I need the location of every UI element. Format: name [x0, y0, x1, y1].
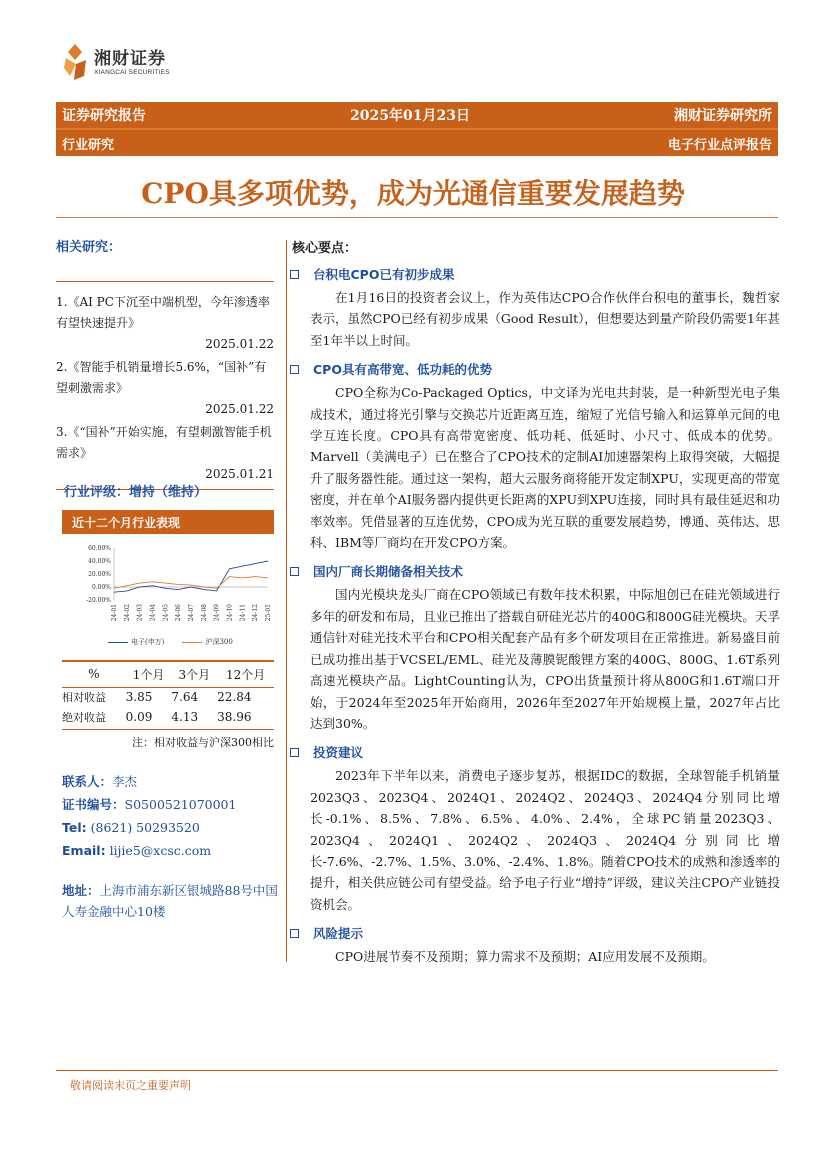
sidebar [56, 236, 274, 490]
x-tick-label: 24-02 [123, 604, 131, 622]
section-heading: 投资建议 [290, 743, 780, 761]
footer-disclaimer: 敬请阅读末页之重要声明 [56, 1070, 778, 1093]
table-cell: 38.96 [217, 710, 252, 724]
x-tick-label: 24-07 [188, 604, 195, 622]
header-band-bottom [56, 130, 778, 156]
x-tick-label: 24-12 [252, 604, 260, 622]
table-cell: 3.85 [125, 690, 153, 705]
cert-number: S0500521070001 [124, 797, 237, 812]
email-label: Email: [62, 843, 106, 858]
x-tick-label: 24-03 [136, 604, 144, 622]
table-header: % [62, 661, 126, 687]
table-header: 1个月 [126, 661, 172, 687]
table-cell: 22.84 [217, 690, 252, 705]
email-link[interactable]: lijie5@xcsc.com [109, 843, 212, 858]
report-type: 证券研究报告 [62, 108, 146, 124]
section-body: 国内光模块龙头厂商在CPO领域已有数年技术积累，中际旭创已在硅光领域进行多年的研发和布局，且业已推出了搭载自研硅光芯片的400G和800G硅光模块。天孚通信针对硅光技术平台和CPO相关配套产品有多个研发项目在正常推进。新易盛目前已成功推出基于VCSEL/EML、硅光及薄膜铌酸锂方案的400G、800G、1.6T系列高速光模块产品。LightCounting认为，CPO出货量预计将从800G和1.6T端口开始，于2024年至2025年开始商用，2026年至2027年开始规模上量，2027年占比达到30%。 [310, 587, 780, 731]
section-heading: 台积电CPO已有初步成果 [290, 265, 780, 283]
title-rule [56, 217, 778, 218]
related-item[interactable]: 1.《AI PC下沉至中端机型，今年渗透率有望快速提升》 2025.01.22 [56, 295, 274, 351]
table-header: 12个月 [217, 661, 274, 687]
y-tick-label: 20.00% [88, 571, 111, 578]
tel-value: (8621) 50293520 [90, 820, 200, 835]
analyst-label: 联系人： [62, 774, 113, 789]
report-subcategory: 电子行业点评报告 [667, 137, 772, 153]
performance-title: 近十二个月行业表现 [62, 510, 274, 534]
table-header: 3个月 [171, 661, 217, 687]
legend-item-electronics: 电子(申万) [108, 637, 164, 647]
x-tick-label: 24-10 [226, 604, 234, 622]
table-cell: 4.13 [171, 710, 199, 724]
section-body: 2023年下半年以来，消费电子逐步复苏，根据IDC的数据，全球智能手机销量2023Q3、2023Q4、2024Q1、2024Q2、2024Q3、2024Q4分别同比增长-0.1%、8.5%、7.8%、6.5%、4.0%、2.4%，全球PC销量2023Q3、2023Q4、2024Q1、2024Q2、2024Q3、2024Q4分别同比增长-7.6%、-2.7%、1.5%、3.0%、-2.4%、1.8%。随着CPO技术的成熟和渗透率的提升，相关供应链公司有望受益。给予电子行业“增持”评级，建议关注CPO产业链投资机会。 [310, 768, 780, 912]
report-date: 2025年01月23日 [350, 108, 470, 124]
address-value: 上海市浦东新区银城路88号中国人寿金融中心10楼 [62, 883, 278, 919]
table-header-row [62, 661, 274, 687]
page-title: CPO具多项优势，成为光通信重要发展趋势 [141, 177, 685, 210]
address-label: 地址： [62, 883, 100, 898]
section-body: CPO进展节奏不及预期；算力需求不及预期；AI应用发展不及预期。 [335, 949, 715, 965]
x-tick-label: 24-01 [111, 604, 118, 622]
analyst-name: 李杰 [112, 774, 138, 789]
table-cell: 相对收益 [62, 691, 106, 705]
y-tick-label: 40.00% [88, 558, 111, 565]
legend-item-hs300: 沪深300 [182, 637, 232, 647]
x-tick-label: 25-01 [265, 604, 272, 622]
checkbox-bullet-icon [290, 270, 299, 279]
series-line [114, 561, 268, 592]
x-tick-label: 24-06 [175, 604, 183, 622]
table-note: 注：相对收益与沪深300相比 [62, 729, 274, 750]
section-heading: CPO具有高带宽、低功耗的优势 [290, 360, 780, 378]
table-row [62, 707, 274, 727]
checkbox-bullet-icon [290, 929, 299, 938]
x-tick-label: 24-08 [200, 604, 208, 622]
chart-legend [108, 637, 233, 647]
y-tick-label: 60.00% [88, 545, 111, 552]
core-points-heading: 核心要点： [292, 241, 358, 256]
section-heading: 风险提示 [290, 924, 780, 942]
contact-info [62, 770, 292, 862]
xiangcai-logo-icon [62, 42, 88, 82]
table-row [62, 687, 274, 707]
institute-name: 湘财证券研究所 [674, 108, 772, 124]
y-tick-label: 0.00% [91, 584, 111, 591]
x-tick-label: 24-04 [149, 604, 157, 622]
tel-label: Tel: [62, 820, 87, 835]
table-cell: 0.09 [125, 710, 153, 724]
main-content [290, 237, 780, 968]
related-research-heading: 相关研究： [56, 240, 122, 255]
logo-name-cn: 湘财证券 [94, 48, 166, 69]
industry-rating: 行业评级：增持（维持） [64, 485, 208, 500]
checkbox-bullet-icon [290, 365, 299, 374]
y-tick-label: -20.00% [86, 597, 111, 604]
related-item[interactable]: 2.《智能手机销量增长5.6%，“国补”有望刺激需求》 2025.01.22 [56, 360, 274, 416]
logo-name-en: XIANGCAI SECURITIES [94, 68, 170, 76]
company-logo [62, 42, 170, 82]
x-tick-label: 24-09 [213, 604, 221, 622]
table-cell: 绝对收益 [62, 711, 106, 724]
column-divider [286, 240, 287, 962]
x-tick-label: 24-11 [239, 604, 247, 622]
related-item[interactable]: 3.《“国补”开始实施，有望刺激智能手机需求》 2025.01.21 [56, 425, 274, 481]
related-research-list [56, 281, 274, 490]
section-body: CPO全称为Co-Packaged Optics，中文译为光电共封装，是一种新型光电子集成技术，通过将光引擎与交换芯片近距离互连，缩短了光信号输入和运算单元间的电学互连长度。CPO具有高带宽密度、低功耗、低延时、小尺寸、低成本的优势。Marvell（美满电子）已在整合了CPO技术的定制AI加速器架构上取得突破，大幅提升了服务器性能。通过这一架构，超大云服务商将能开发定制XPU，实现更高的带宽密度，并在单个AI服务器内提供更长距离的XPU到XPU连接，同时具有最佳延迟和功率效率。凭借显著的互连优势，CPO成为光互联的重要发展趋势，博通、英伟达、思科、IBM等厂商均在开发CPO方案。 [310, 385, 780, 551]
section-body: 在1月16日的投资者会议上，作为英伟达CPO合作伙伴台积电的董事长，魏哲家表示，虽然CPO已经有初步成果（Good Result），但想要达到量产阶段仍需要1年甚至1年半以上时间。 [310, 290, 780, 348]
checkbox-bullet-icon [290, 567, 299, 576]
x-tick-label: 24-05 [162, 604, 170, 622]
address-block [62, 880, 284, 922]
section-heading: 国内厂商长期储备相关技术 [290, 562, 780, 580]
table-cell: 7.64 [171, 690, 199, 705]
header-band-top [56, 102, 778, 128]
checkbox-bullet-icon [290, 748, 299, 757]
performance-table [62, 660, 274, 727]
report-category: 行业研究 [62, 137, 115, 153]
cert-label: 证书编号： [62, 797, 125, 812]
